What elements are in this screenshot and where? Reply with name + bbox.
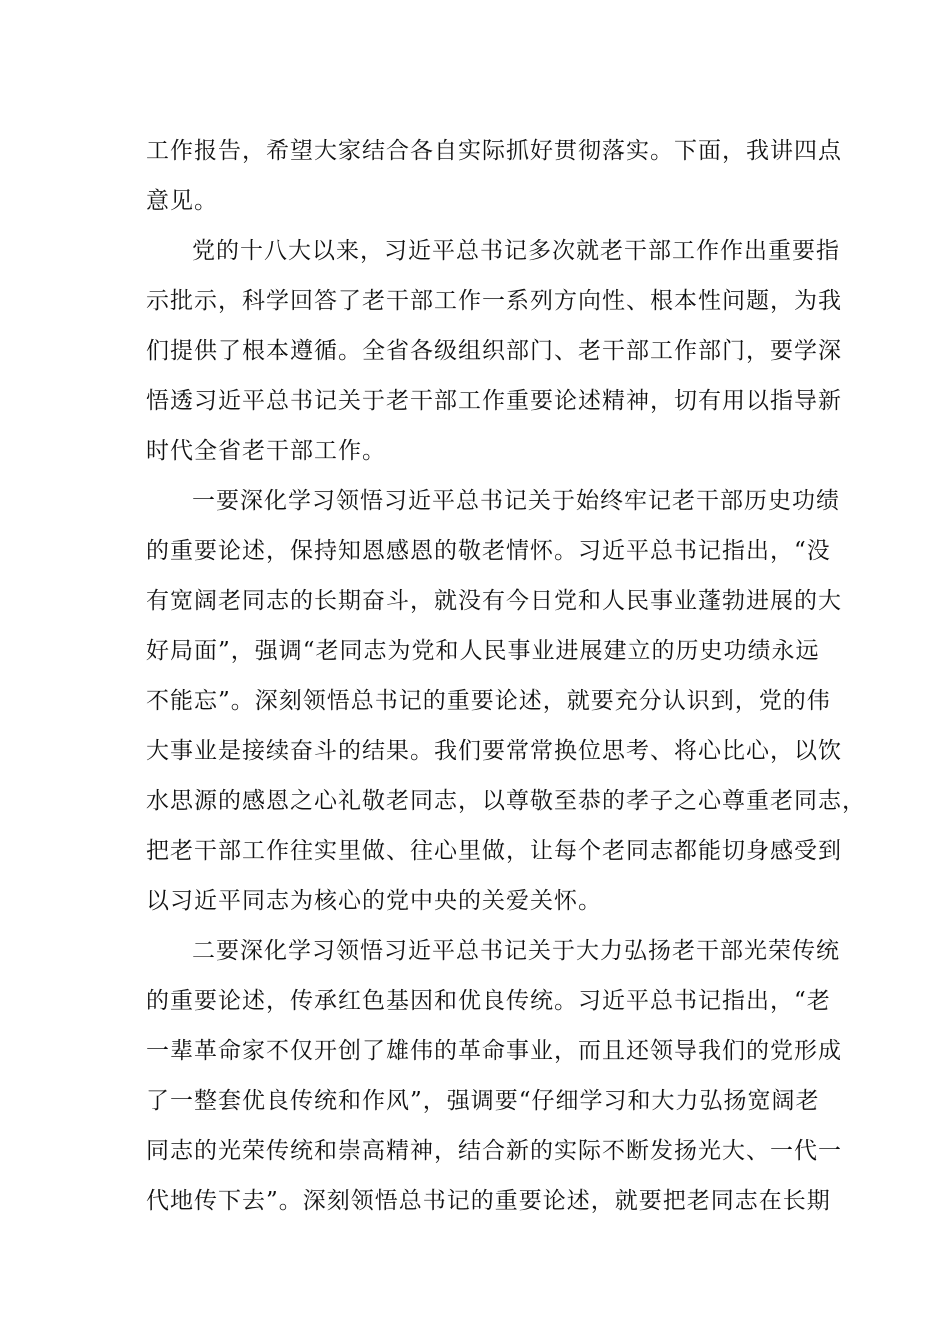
text-line: 以习近平同志为核心的党中央的关爱关怀。 <box>146 888 602 914</box>
text-line: 不能忘”。深刻领悟总书记的重要论述，就要充分认识到，党的伟 <box>146 688 831 714</box>
paragraph-first-line: 二要深化学习领悟习近平总书记关于大力弘扬老干部光荣传统 <box>192 938 840 964</box>
text-line: 时代全省老干部工作。 <box>146 438 386 464</box>
text-line: 们提供了根本遵循。全省各级组织部门、老干部工作部门，要学深 <box>146 338 842 364</box>
text-line: 有宽阔老同志的长期奋斗，就没有今日党和人民事业蓬勃进展的大 <box>146 588 842 614</box>
text-line: 水思源的感恩之心礼敬老同志，以尊敬至恭的孝子之心尊重老同志， <box>146 788 866 814</box>
text-line: 大事业是接续奋斗的结果。我们要常常换位思考、将心比心，以饮 <box>146 738 842 764</box>
text-line: 的重要论述，保持知恩感恩的敬老情怀。习近平总书记指出，“没 <box>146 538 831 564</box>
paragraph-first-line: 党的十八大以来，习近平总书记多次就老干部工作作出重要指 <box>192 238 840 264</box>
text-line: 示批示，科学回答了老干部工作一系列方向性、根本性问题，为我 <box>146 288 842 314</box>
text-line: 悟透习近平总书记关于老干部工作重要论述精神，切有用以指导新 <box>146 388 842 414</box>
text-line: 把老干部工作往实里做、往心里做，让每个老同志都能切身感受到 <box>146 838 842 864</box>
text-line: 了一整套优良传统和作风”，强调要“仔细学习和大力弘扬宽阔老 <box>146 1088 820 1114</box>
text-line: 的重要论述，传承红色基因和优良传统。习近平总书记指出，“老 <box>146 988 831 1014</box>
text-line: 好局面”，强调“老同志为党和人民事业进展建立的历史功绩永远 <box>146 638 820 664</box>
text-line: 工作报告，希望大家结合各自实际抓好贯彻落实。下面，我讲四点 <box>146 138 842 164</box>
text-line: 意见。 <box>146 188 218 214</box>
text-line: 同志的光荣传统和崇高精神，结合新的实际不断发扬光大、一代一 <box>146 1138 842 1164</box>
paragraph-first-line: 一要深化学习领悟习近平总书记关于始终牢记老干部历史功绩 <box>192 488 840 514</box>
text-line: 代地传下去”。深刻领悟总书记的重要论述，就要把老同志在长期 <box>146 1188 831 1214</box>
text-line: 一辈革命家不仅开创了雄伟的革命事业，而且还领导我们的党形成 <box>146 1038 842 1064</box>
